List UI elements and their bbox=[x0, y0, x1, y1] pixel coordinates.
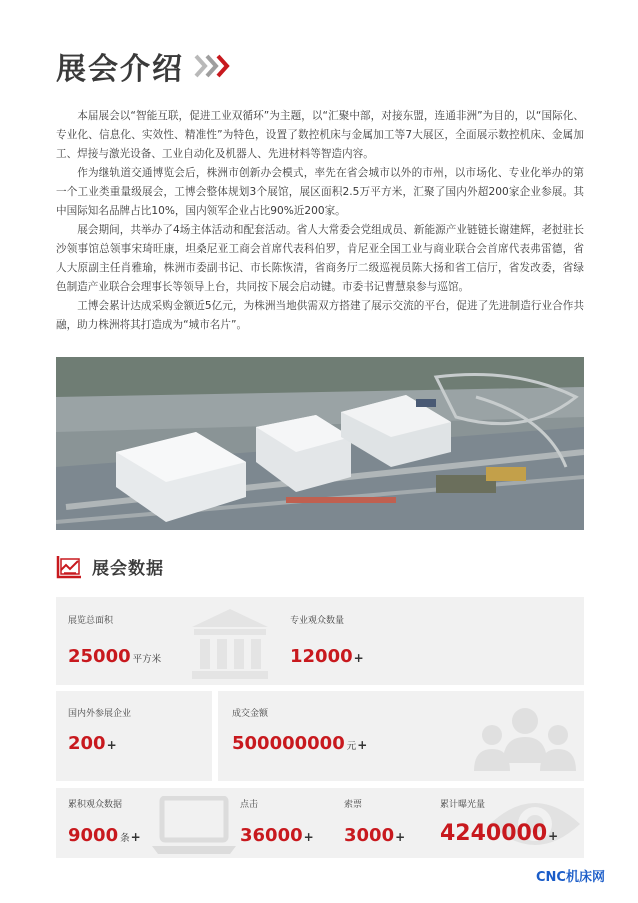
section-title-intro: 展会介绍 bbox=[56, 52, 184, 87]
stat-label-cumulative: 累积观众数据 bbox=[68, 800, 123, 810]
intro-paragraph: 展会期间，共举办了4场主体活动和配套活动。省人大常委会党组成员、新能源产业链链长谢建辉，老挝驻长沙领事馆总领事宋琦旺康，坦桑尼亚工商会首席代表科伯罗，肯尼亚全国工业与商业联合会首席代表弗雷德，省人大原副主任肖雅瑜，株洲市委副书记、市长陈恢清，省商务厅二级巡视员陈大扬和省工信厅，省发改委，省绿色制造产业联合会理事长等领导上台，共同按下展会启动键。市委书记曹慧泉参与巡馆。 bbox=[56, 224, 584, 293]
stat-label-deals: 成交金额 bbox=[232, 709, 269, 719]
stat-panel-row1 bbox=[56, 597, 584, 685]
stat-value-exposure: 4240000+ bbox=[440, 821, 559, 846]
stat-label-tickets: 索票 bbox=[344, 800, 363, 810]
stat-label-area: 展览总面积 bbox=[68, 616, 114, 626]
people-icon bbox=[470, 703, 580, 779]
section-header-data bbox=[56, 553, 164, 579]
chevrons-right-icon bbox=[194, 54, 227, 78]
stat-value-exhibitors: 200+ bbox=[68, 733, 117, 754]
venue-aerial-photo bbox=[56, 357, 584, 530]
laptop-icon bbox=[150, 796, 238, 856]
stat-label-exposure: 累计曝光量 bbox=[440, 800, 486, 810]
section-title-data: 展会数据 bbox=[92, 558, 164, 579]
intro-paragraph: 工博会累计达成采购金额近5亿元，为株洲当地供需双方搭建了展示交流的平台，促进了先进制造行业合作共融，助力株洲将其打造成为“城市名片”。 bbox=[56, 300, 584, 331]
chart-icon bbox=[56, 553, 82, 579]
building-icon bbox=[190, 605, 270, 681]
stat-label-clicks: 点击 bbox=[240, 800, 259, 810]
stat-value-area: 25000 平方米 bbox=[68, 646, 162, 667]
stat-value-tickets: 3000+ bbox=[344, 825, 406, 846]
intro-text bbox=[56, 107, 584, 335]
intro-paragraph: 本届展会以“智能互联，促进工业双循环”为主题，以“汇聚中部，对接东盟，连通非洲”为目的，以“国际化、专业化、信息化、实效性、精准性”为特色，设置了数控机床与金属加工等7大展区，全面展示数控机床、金属加工、焊接与激光设备、工业自动化及机器人、先进材料等智造内容。 bbox=[56, 110, 584, 160]
stat-value-clicks: 36000+ bbox=[240, 825, 314, 846]
intro-paragraph: 作为继轨道交通博览会后，株洲市创新办会模式，率先在省会城市以外的市州，以市场化、专业化举办的第一个工业类重量级展会，工博会整体规划3个展馆，展区面积2.5万平方米，汇聚了国内外超200家企业参展。其中国际知名品牌占比10%，国内领军企业占比90%近200家。 bbox=[56, 167, 584, 217]
stat-value-deals: 500000000 元+ bbox=[232, 733, 368, 754]
section-header-intro bbox=[56, 44, 227, 88]
stat-value-cumulative: 9000 条+ bbox=[68, 825, 141, 846]
watermark: CNC机床网 bbox=[536, 870, 605, 885]
stat-label-exhibitors: 国内外参展企业 bbox=[68, 709, 132, 719]
stat-label-visitors: 专业观众数量 bbox=[290, 616, 345, 626]
stat-value-visitors: 12000+ bbox=[290, 646, 364, 667]
